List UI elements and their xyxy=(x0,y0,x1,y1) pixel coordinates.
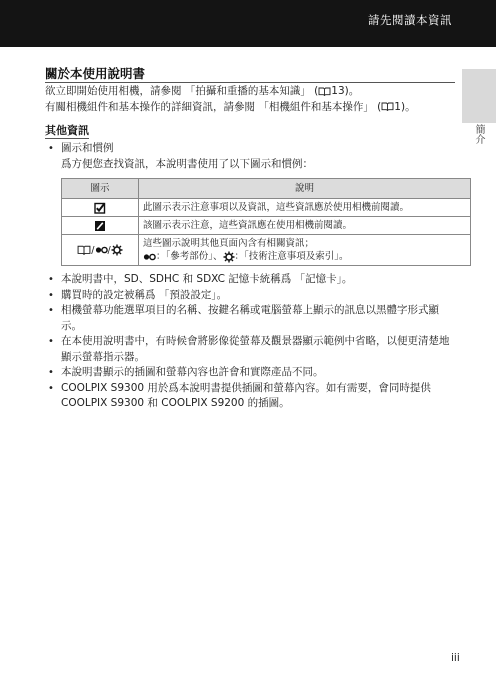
table-header-desc: 說明 xyxy=(139,179,471,199)
book-reference-icon xyxy=(381,102,394,111)
intro-2-end: )。 xyxy=(400,100,416,113)
table-cell: 該圖示表示注意，這些資訊應在使用相機前閱讀。 xyxy=(139,217,471,235)
intro-1-end: )。 xyxy=(344,85,360,97)
intro-paragraph-2 xyxy=(45,100,455,116)
reference-section-icon xyxy=(143,252,156,262)
book-reference-icon xyxy=(318,87,331,96)
table-row xyxy=(62,217,471,235)
book-reference-icon xyxy=(77,245,91,255)
list-item: • 在本使用說明書中，有時候會將影像從螢幕及觀景器顯示範例中省略，以便更清楚地顯示螢幕指示器。 xyxy=(45,334,455,365)
page-ref-number: 1 xyxy=(394,100,401,113)
table-cell: 這些圖示說明其他頁面內含有相關資訊； xyxy=(143,238,315,249)
conventions-text: 爲方便您查找資訊，本說明書使用了以下圖示和慣例： xyxy=(61,157,313,170)
header-bar xyxy=(0,0,496,47)
page-ref-number: 13 xyxy=(331,85,345,97)
intro-paragraph-1 xyxy=(45,84,455,100)
table-cell: ：「技術注意事項及索引」。 xyxy=(234,251,349,262)
list-item: • 本說明書顯示的插圖和螢幕內容也許會和實際產品不同。 xyxy=(45,365,455,381)
table-cell: ：「參考部份」、 xyxy=(156,251,223,262)
page-ref-1[interactable] xyxy=(381,101,401,113)
title-rule xyxy=(45,82,455,83)
side-tab xyxy=(462,69,496,123)
section-title: 關於本使用說明書 xyxy=(45,66,146,81)
checkmark-box-icon xyxy=(94,202,106,214)
technical-notes-icon xyxy=(111,244,123,256)
side-tab-label: 簡介 xyxy=(473,124,484,144)
technical-notes-icon xyxy=(223,251,235,263)
list-item: • COOLPIX S9300 用於爲本說明書提供插圖和螢幕內容。如有需要，會同時提供 COOLPIX S9300 和 COOLPIX S9200 的插圖。 xyxy=(45,381,455,412)
intro-1-text: 欲立即開始使用相機，請參閱 「拍攝和重播的基本知識」 ( xyxy=(45,85,319,97)
table-header-row xyxy=(62,179,471,199)
conventions-list xyxy=(45,141,455,412)
page-ref-13[interactable] xyxy=(318,85,344,97)
table-header-icon: 圖示 xyxy=(62,179,139,199)
caution-icon xyxy=(94,220,106,232)
table-cell: 此圖示表示注意事項以及資訊，這些資訊應於使用相機前閱讀。 xyxy=(139,199,471,217)
subsection-title: 其他資訊 xyxy=(45,124,89,137)
table-row: / / 這些圖示說明其他頁面內含有相關資訊； ：「參考部份」、 ：「技術注意事項及索引」。 xyxy=(62,235,471,266)
header-title: 請先閱讀本資訊 xyxy=(368,13,452,27)
reference-section-icon xyxy=(95,245,108,255)
list-item: • 購買時的設定被稱爲 「預設設定」。 xyxy=(45,288,455,304)
conventions-title: 圖示和慣例 xyxy=(61,142,114,154)
intro-2-text: 有關相機組件和基本操作的詳細資訊，請參閱 「相機組件和基本操作」 ( xyxy=(45,100,382,113)
main-content xyxy=(45,66,455,412)
list-item xyxy=(45,141,455,266)
page-number: iii xyxy=(451,652,460,664)
table-row xyxy=(62,199,471,217)
list-item: • 相機螢幕功能選單項目的名稱、按鍵名稱或電腦螢幕上顯示的訊息以黑體字形式顯示。 xyxy=(45,303,455,334)
icon-table xyxy=(61,178,471,266)
list-item: • 本說明書中，SD、SDHC 和 SDXC 記憶卡統稱爲 「記憶卡」。 xyxy=(45,272,455,288)
